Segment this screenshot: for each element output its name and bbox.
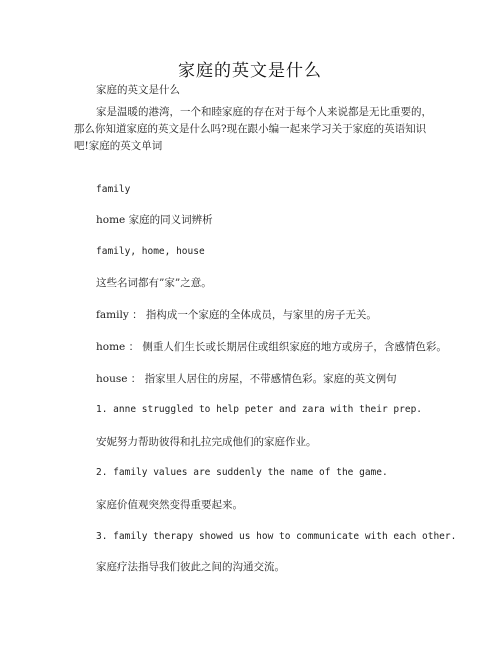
synonym-words: family, home, house	[96, 246, 205, 257]
definition-home: home ： 侧重人们生长或长期居住或组织家庭的地方或房子，含感情色彩。	[96, 341, 447, 353]
example-2-english: 2. family values are suddenly the name of the game.	[96, 467, 388, 478]
example-3-english: 3. family therapy showed us how to communicate with each other.	[96, 531, 457, 542]
document-title: 家庭的英文是什么	[178, 61, 322, 81]
subtitle-line: 家庭的英文是什么	[96, 84, 180, 96]
definition-house: house ： 指家里人居住的房屋，不带感情色彩。家庭的英文例句	[96, 373, 397, 385]
example-1-english: 1. anne struggled to help peter and zara with their prep.	[96, 404, 423, 415]
intro-paragraph: 家是温暖的港湾，一个和睦家庭的存在对于每个人来说都是无比重要的，那么你知道家庭的英文是什么吗?现在跟小编一起来学习关于家庭的英语知识吧!家庭的英文单词	[74, 106, 432, 152]
synonym-meaning: 这些名词都有”家”之意。	[96, 277, 212, 289]
example-2-chinese: 家庭价值观突然变得重要起来。	[96, 499, 243, 511]
word-family: family	[96, 184, 131, 195]
synonym-heading: home 家庭的同义词辨析	[96, 214, 213, 226]
example-3-chinese: 家庭疗法指导我们彼此之间的沟通交流。	[96, 561, 285, 573]
example-1-chinese: 安妮努力帮助彼得和扎拉完成他们的家庭作业。	[96, 436, 317, 448]
definition-family: family ： 指构成一个家庭的全体成员，与家里的房子无关。	[96, 309, 377, 321]
